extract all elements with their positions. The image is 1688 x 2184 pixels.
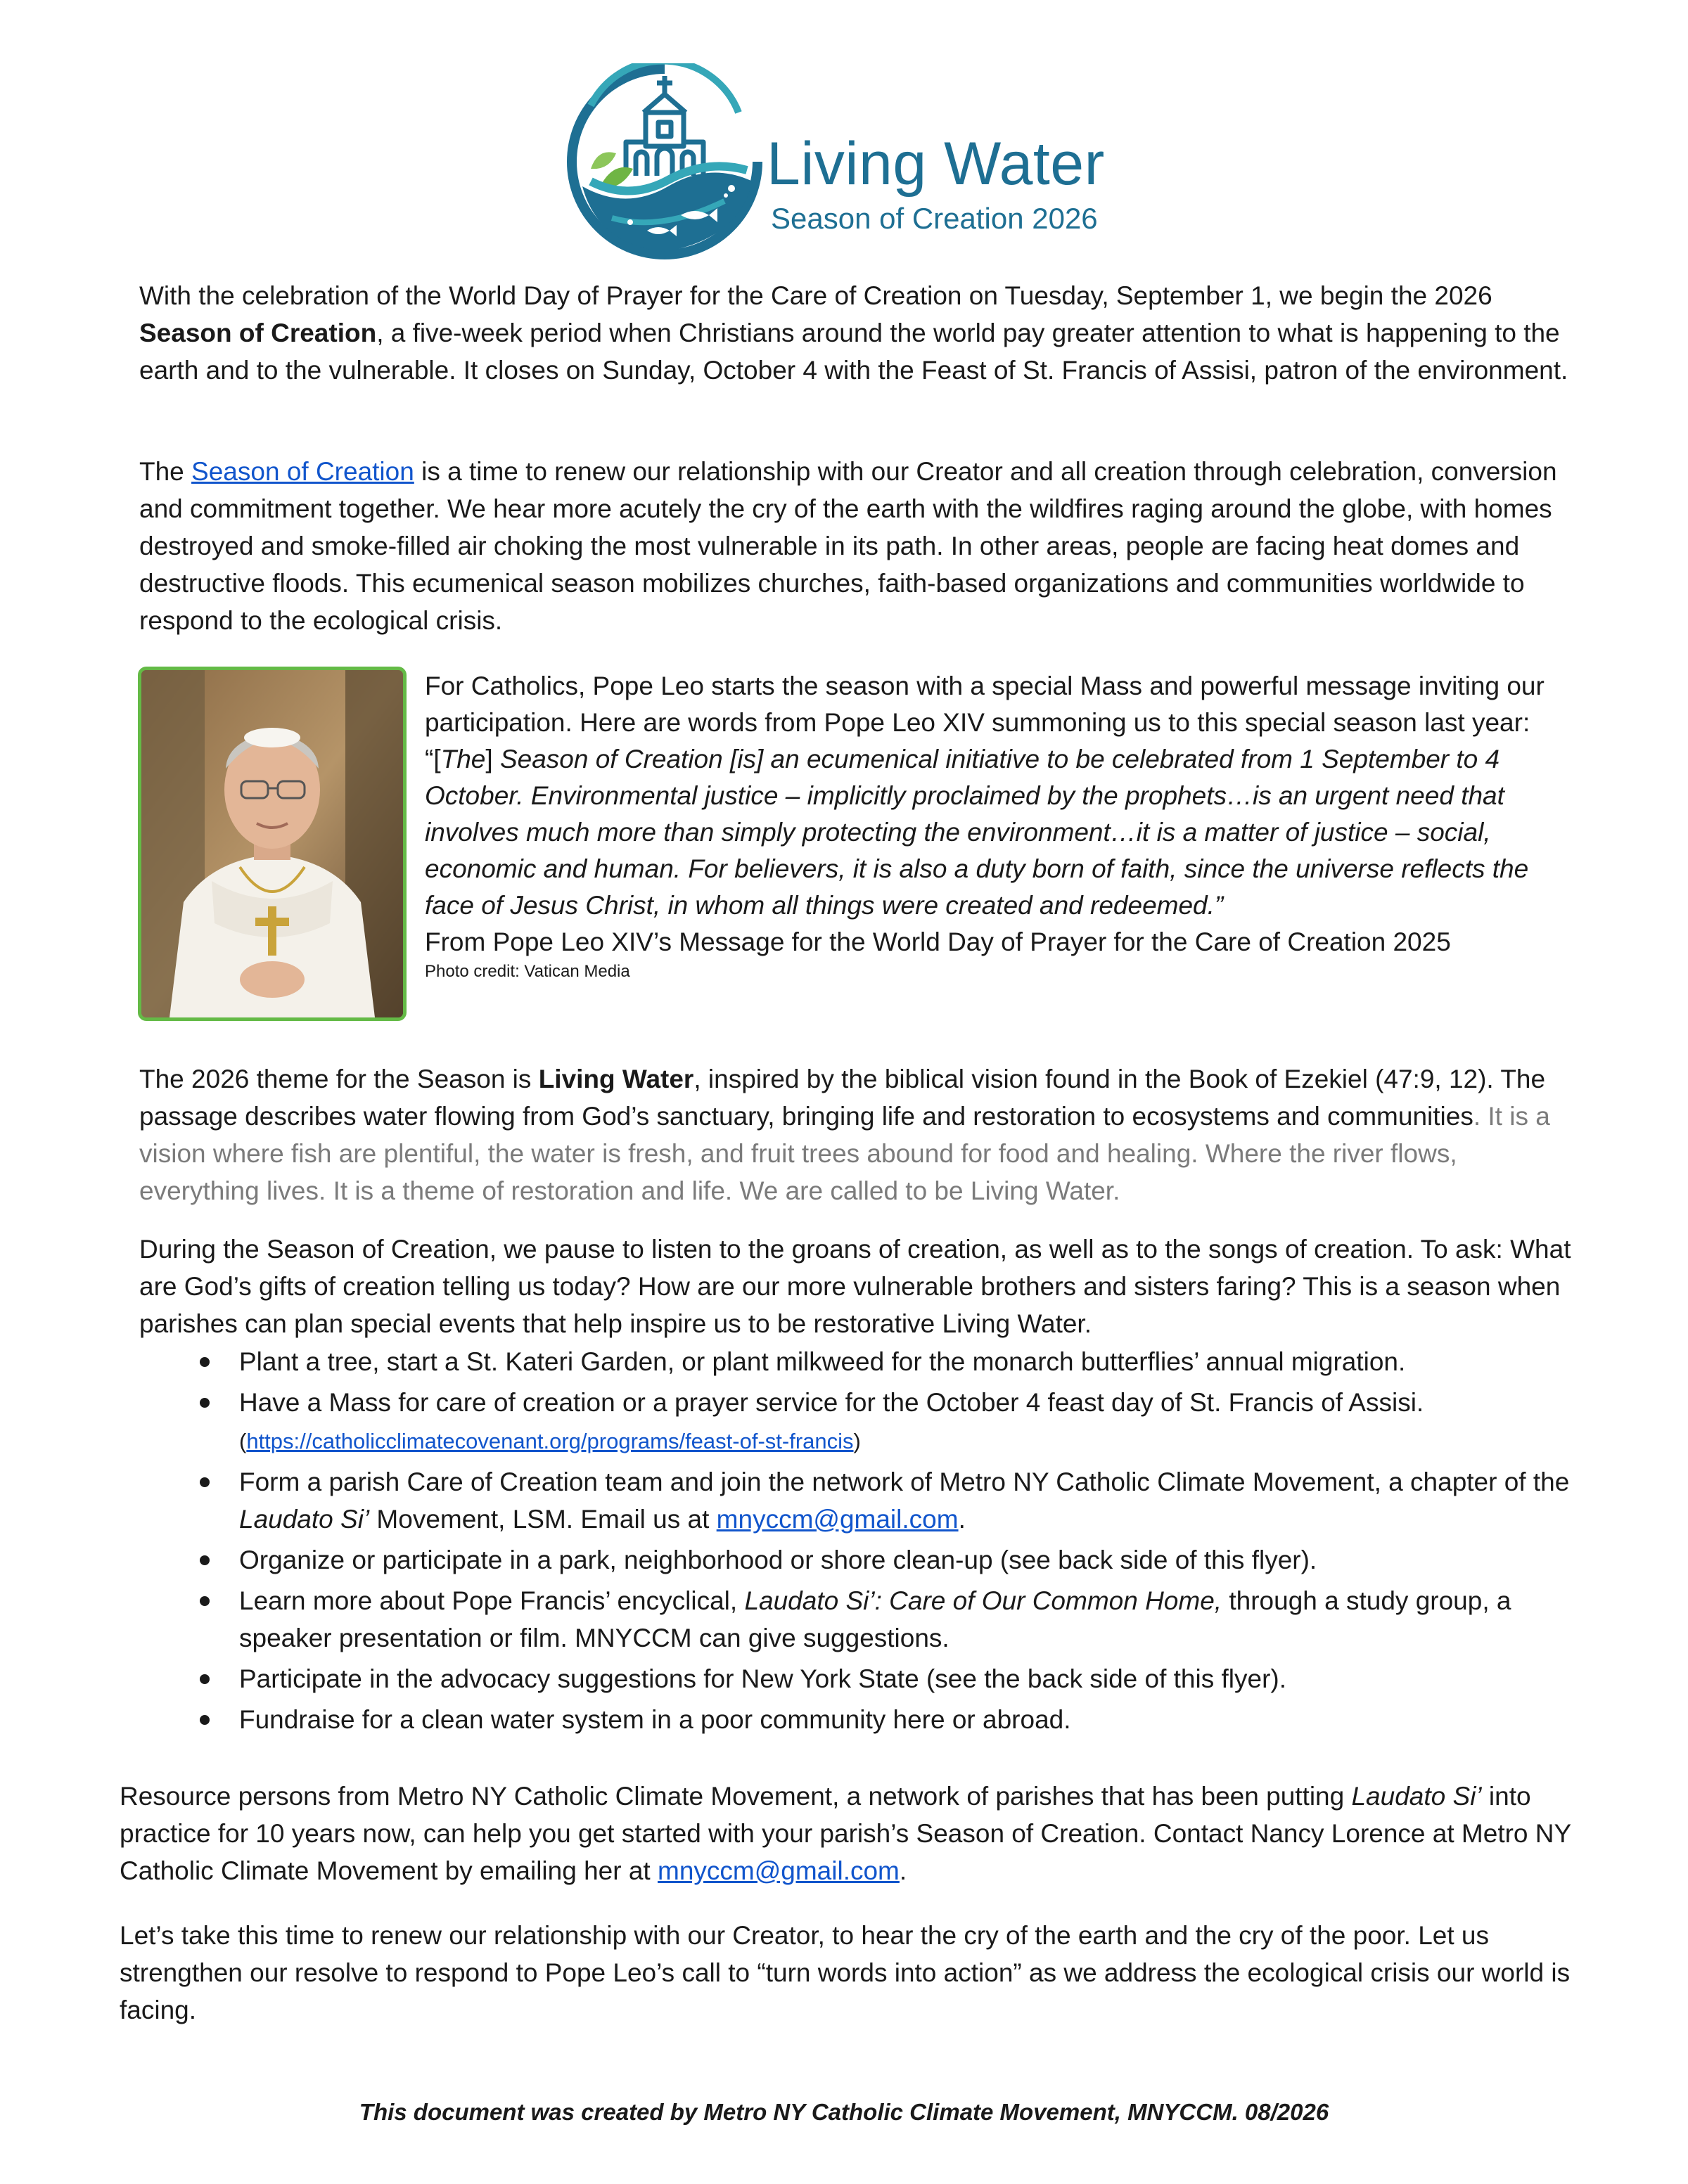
- list-item: [139, 1660, 1581, 1697]
- logo-subtitle: Season of Creation 2026: [771, 202, 1098, 235]
- paren-open: (: [239, 1429, 247, 1453]
- list-item: [139, 1343, 1581, 1380]
- logo-title: Living Water: [767, 130, 1105, 198]
- bullet-icon: [200, 1596, 210, 1606]
- resource-paragraph: [120, 1778, 1575, 1889]
- bullet-text: Plant a tree, start a St. Kateri Garden, or plant milkweed for the monarch butterflies’ annual migration.: [239, 1347, 1406, 1376]
- pope-quote-block: [425, 668, 1578, 983]
- suggestion-list: [139, 1343, 1581, 1742]
- season-events-paragraph: [139, 1231, 1574, 1342]
- bullet-text: Learn more about Pope Francis’ encyclical,: [239, 1586, 745, 1615]
- pope-leo-photo: [138, 667, 407, 1021]
- bullet-icon: [200, 1674, 210, 1684]
- contact-email-link[interactable]: mnyccm@gmail.com: [658, 1856, 900, 1885]
- intro-paragraph: [139, 277, 1574, 389]
- bullet-icon: [200, 1555, 210, 1565]
- living-water-logo: [563, 63, 1139, 260]
- bullet-text: Organize or participate in a park, neighborhood or shore clean-up (see back side of this flyer).: [239, 1546, 1317, 1574]
- list-item: [139, 1384, 1581, 1460]
- document-footer: This document was created by Metro NY Catholic Climate Movement, MNYCCM. 08/2026: [359, 2099, 1329, 2125]
- season-paragraph: [139, 453, 1574, 639]
- bullet-text-cont: through a study group, a speaker presentation or film. MNYCCM can give suggestions.: [239, 1586, 1511, 1652]
- paren-close: ): [853, 1429, 861, 1453]
- season-of-creation-link[interactable]: Season of Creation: [191, 457, 414, 486]
- closing-paragraph: [120, 1917, 1575, 2029]
- quote-the: The: [440, 745, 486, 773]
- list-item: [139, 1541, 1581, 1579]
- intro-text-cont: , a five-week period when Christians around the world pay greater attention to what is happening to the earth and to the vulnerable. It closes on Sunday, October 4 with the Feast of St. Francis of Assisi, patron of the environment.: [139, 319, 1568, 385]
- resource-period: .: [899, 1856, 907, 1885]
- living-water-bold: Living Water: [538, 1065, 694, 1093]
- para2-text: The: [139, 457, 192, 486]
- pope-intro: For Catholics, Pope Leo starts the season with a special Mass and powerful message inviting our participation. Here are words from Pope Leo XIV summoning us to this special season last year:: [425, 672, 1545, 737]
- laudato-si-italic: Laudato Si’: [1351, 1782, 1482, 1811]
- bullet-period: .: [958, 1505, 966, 1534]
- bullet-icon: [200, 1715, 210, 1725]
- list-item: [139, 1582, 1581, 1657]
- list-item: [139, 1463, 1581, 1538]
- bullet-icon: [200, 1398, 210, 1408]
- bullet-text: Have a Mass for care of creation or a prayer service for the October 4 feast day of St. Francis of Assisi.: [239, 1388, 1424, 1417]
- bullet-text-cont: Movement, LSM. Email us at: [369, 1505, 717, 1534]
- bullet-text: Fundraise for a clean water system in a poor community here or abroad.: [239, 1705, 1071, 1734]
- bullet-icon: [200, 1477, 210, 1487]
- bullet-text: Participate in the advocacy suggestions for New York State (see the back side of this flyer).: [239, 1664, 1286, 1693]
- theme-text-cont: , inspired by the biblical vision found in the Book of Ezekiel (47:9, 12). The passage describes water flowing from God’s sanctuary, bringing life and restoration to ecosystems and communities: [139, 1065, 1546, 1131]
- resource-text-cont: into practice for 10 years now, can help you get started with your parish’s Season of Creation. Contact Nancy Lorence at Metro NY Catholic Climate Movement by emailing her at: [120, 1782, 1571, 1885]
- photo-credit: Photo credit: Vatican Media: [425, 962, 630, 981]
- list-item: [139, 1701, 1581, 1738]
- resource-text: Resource persons from Metro NY Catholic Climate Movement, a network of parishes that has been putting: [120, 1782, 1352, 1811]
- theme-gray-text: . It is a vision where fish are plentiful, the water is fresh, and fruit trees abound for food and healing. Where the river flows, everything lives. It is a theme of restoration and life. We are called to be Living Water.: [139, 1102, 1550, 1205]
- email-link[interactable]: mnyccm@gmail.com: [716, 1505, 959, 1534]
- quote-bracket: ]: [485, 745, 500, 773]
- bullet-icon: [200, 1357, 210, 1367]
- quote-open: “[: [425, 745, 441, 773]
- para2-text-cont: is a time to renew our relationship with our Creator and all creation through celebration, conversion and commitment together. We hear more acutely the cry of the earth with the wildfires raging around the globe, with homes destroyed and smoke-filled air choking the most vulnerable in its path. In other areas, people are facing heat domes and destructive floods. This ecumenical season mobilizes churches, faith-based organizations and communities worldwide to respond to the ecological crisis.: [139, 457, 1557, 635]
- pope-quote: [425, 741, 1578, 924]
- pope-source: From Pope Leo XIV’s Message for the World Day of Prayer for the Care of Creation 2025: [425, 927, 1451, 956]
- intro-text: With the celebration of the World Day of Prayer for the Care of Creation on Tuesday, September 1, we begin the 2026: [139, 281, 1492, 310]
- season-text: During the Season of Creation, we pause to listen to the groans of creation, as well as to the songs of creation. To ask: What are God’s gifts of creation telling us today? How are our more vulnerable brothers and sisters faring? This is a season when parishes can plan special events that help inspire us to be restorative Living Water.: [139, 1235, 1571, 1338]
- closing-text: Let’s take this time to renew our relationship with our Creator, to hear the cry of the earth and the cry of the poor. Let us strengthen our resolve to respond to Pope Leo’s call to “turn words into action” as we address the ecological crisis our world is facing.: [120, 1921, 1571, 2024]
- feast-of-st-francis-link[interactable]: https://catholicclimatecovenant.org/programs/feast-of-st-francis: [246, 1429, 854, 1453]
- bullet-text: Form a parish Care of Creation team and join the network of Metro NY Catholic Climate Movement, a chapter of the: [239, 1467, 1570, 1496]
- encyclical-title-italic: Laudato Si’: Care of Our Common Home,: [744, 1586, 1222, 1615]
- theme-text: The 2026 theme for the Season is: [139, 1065, 539, 1093]
- season-of-creation-bold: Season of Creation: [139, 319, 377, 347]
- laudato-si-italic: Laudato Si’: [239, 1505, 370, 1534]
- quote-text: Season of Creation [is] an ecumenical initiative to be celebrated from 1 September to 4 October. Environmental justice – implicitly proclaimed by the prophets…is an urgent need that involves much more than simply protecting the environment…it is a matter of justice – social, economic and human. For believers, it is also a duty born of faith, since the universe reflects the face of Jesus Christ, in whom all things were created and redeemed.”: [425, 745, 1529, 920]
- church-wave-emblem-icon: [563, 63, 767, 260]
- theme-paragraph: [139, 1060, 1574, 1209]
